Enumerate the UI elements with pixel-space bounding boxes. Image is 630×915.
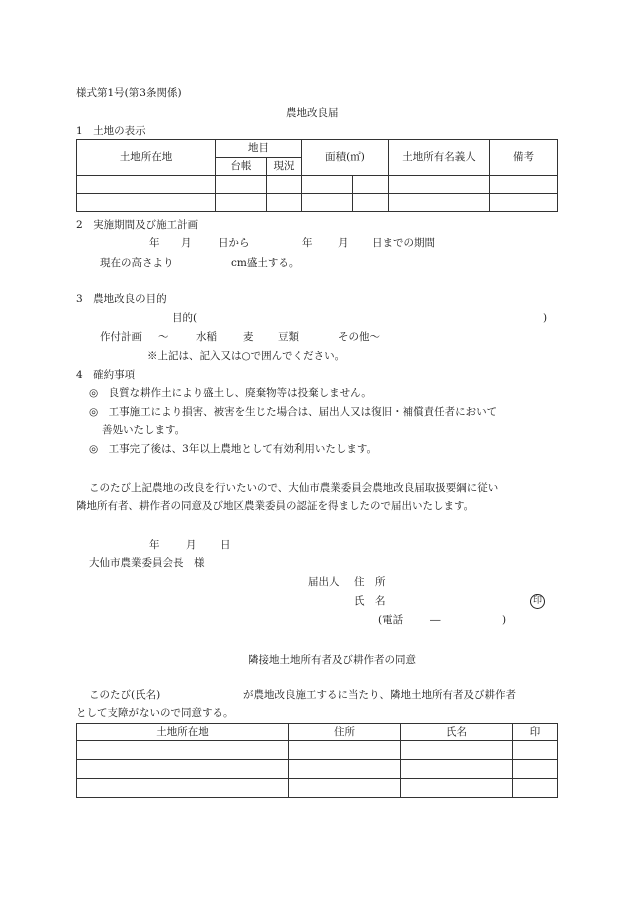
- col-header-owner: 土地所有名義人: [389, 140, 490, 176]
- end-day-label: 日までの期間: [372, 237, 435, 249]
- form-number: 様式第1号(第3条関係): [76, 87, 182, 99]
- crop-option-wheat[interactable]: 麦: [243, 331, 254, 343]
- applicant-address-label: 住 所: [354, 576, 386, 588]
- applicant-name-label: 氏 名: [354, 595, 386, 607]
- statement-line-1: このたび上記農地の改良を行いたいので、大仙市農業委員会農地改良届取扱要綱に従い: [89, 482, 499, 494]
- height-unit: cm盛土する。: [231, 257, 300, 269]
- consent-col-seal: 印: [513, 724, 558, 741]
- section4-heading: 4 確約事項: [76, 369, 136, 381]
- phone-close: ): [502, 614, 507, 626]
- col-header-current: 現況: [267, 158, 302, 176]
- col-header-area: 面積(㎡): [302, 140, 389, 176]
- pledge-item-2: ◎ 工事施工により損害、被害を生じた場合は、届出人又は復旧・補償責任者において: [89, 406, 498, 418]
- date-day-label: 日: [220, 539, 231, 551]
- col-header-location: 土地所在地: [77, 140, 216, 176]
- date-month-label: 月: [186, 539, 197, 551]
- date-year-label: 年: [149, 539, 160, 551]
- land-table: [76, 139, 558, 212]
- applicant-label: 届出人: [308, 576, 340, 588]
- consent-title: 隣接地土地所有者及び耕作者の同意: [248, 654, 416, 666]
- pledge-item-3: ◎ 工事完了後は、3年以上農地として有効利用いたします。: [89, 443, 378, 455]
- crop-tilde: 〜: [158, 331, 169, 343]
- seal-mark: [530, 593, 545, 609]
- purpose-close: ): [543, 312, 548, 324]
- addressee: 大仙市農業委員会長 様: [89, 557, 205, 569]
- crop-note: ※上記は、記入又は○で囲んでください。: [147, 350, 346, 362]
- section1-heading: 1 土地の表示: [76, 125, 146, 137]
- consent-line-1b: が農地改良施工するに当たり、隣地土地所有者及び耕作者: [243, 689, 516, 701]
- section3-heading: 3 農地改良の目的: [76, 293, 167, 305]
- consent-col-name: 氏名: [401, 724, 513, 741]
- pledge-item-2-cont: 善処いたします。: [102, 424, 186, 436]
- table-row: [77, 741, 558, 760]
- consent-line-1a: このたび(氏名): [89, 689, 161, 701]
- consent-col-address: 住所: [289, 724, 401, 741]
- statement-line-2: 隣地所有者、耕作者の同意及び地区農業委員の認証を得ましたので届出いたします。: [76, 500, 475, 512]
- consent-table: [76, 723, 558, 798]
- end-year-label: 年: [302, 237, 313, 249]
- table-row: [77, 779, 558, 798]
- phone-label: (電話: [378, 614, 404, 626]
- col-header-remarks: 備考: [490, 140, 558, 176]
- col-header-landcat: 地目: [216, 140, 302, 158]
- crop-option-rice[interactable]: 水稲: [196, 331, 217, 343]
- table-row: [77, 176, 558, 194]
- table-row: [77, 194, 558, 212]
- col-header-ledger: 台帳: [216, 158, 267, 176]
- table-row: [77, 760, 558, 779]
- crop-option-other[interactable]: その他〜: [338, 331, 380, 343]
- crop-option-beans[interactable]: 豆類: [278, 331, 299, 343]
- purpose-label: 目的(: [172, 312, 198, 324]
- start-day-label: 日から: [218, 237, 250, 249]
- height-label: 現在の高さより: [100, 257, 174, 269]
- crop-plan-label: 作付計画: [100, 331, 142, 343]
- start-year-label: 年: [149, 237, 160, 249]
- consent-line-2: として支障がないので同意する。: [76, 707, 234, 719]
- end-month-label: 月: [338, 237, 349, 249]
- phone-dash: ―: [430, 614, 441, 626]
- seal-icon: 印: [530, 594, 545, 609]
- consent-col-location: 土地所在地: [77, 724, 289, 741]
- page-title: 農地改良届: [286, 107, 339, 119]
- start-month-label: 月: [181, 237, 192, 249]
- pledge-item-1: ◎ 良質な耕作土により盛土し、廃棄物等は投棄しません。: [89, 387, 372, 399]
- section2-heading: 2 実施期間及び施工計画: [76, 219, 199, 231]
